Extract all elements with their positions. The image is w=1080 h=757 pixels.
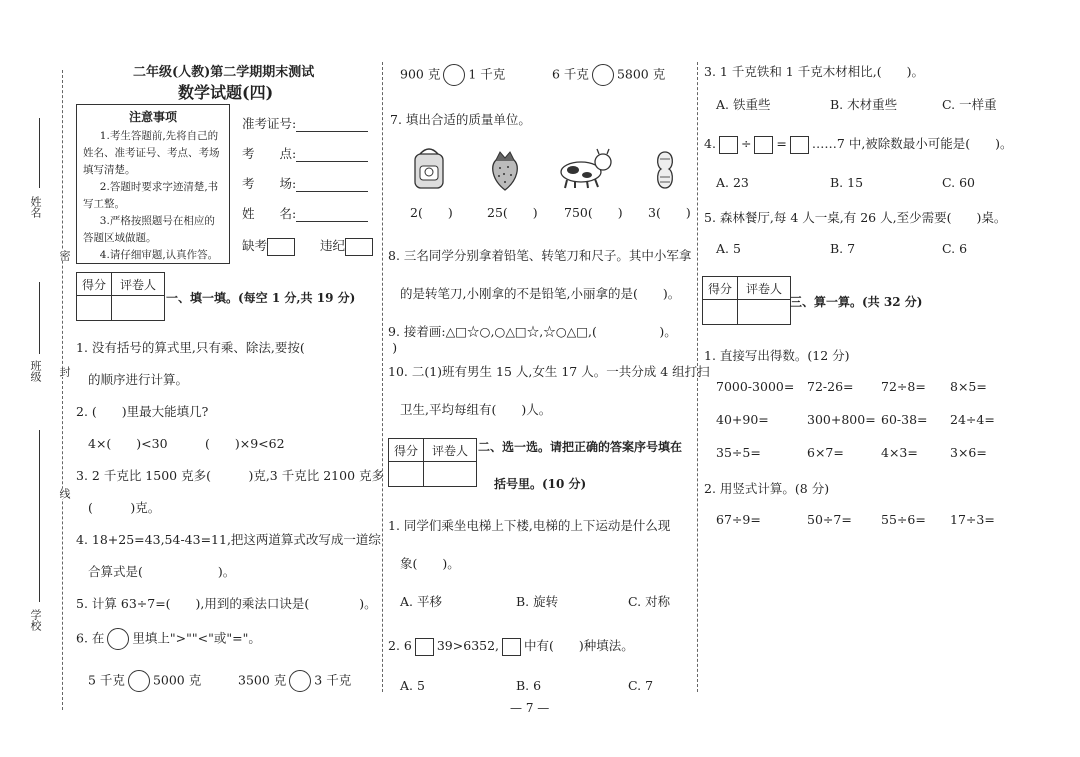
compare-row-1: 900 克 1 千克 — [400, 64, 505, 86]
quotient-box[interactable] — [790, 136, 809, 154]
section2-title-cont: 括号里。(10 分) — [494, 477, 587, 491]
divisor-box[interactable] — [754, 136, 773, 154]
question-6: 6. 在 里填上">""<"或"="。 — [76, 628, 261, 650]
calc-part-2-title: 2. 用竖式计算。(8 分) — [704, 481, 830, 496]
blank-box[interactable] — [415, 638, 434, 656]
notice-title: 注意事项 — [128, 110, 177, 124]
score-cell: 得分 — [703, 277, 738, 300]
section3-title: 三、算一算。(共 32 分) — [790, 295, 923, 309]
grader-cell: 评卷人 — [112, 273, 165, 296]
choice-question-3: 3. 1 千克铁和 1 千克木材相比,( )。 — [704, 64, 924, 79]
question-8-cont: 的是转笔刀,小刚拿的不是铅笔,小丽拿的是( )。 — [400, 286, 681, 301]
question-3-cont: ( )克。 — [88, 500, 161, 515]
option-a[interactable]: A. 23 — [716, 175, 749, 190]
schoolbag-icon — [410, 146, 448, 190]
question-3: 3. 2 千克比 1500 克多( )克,3 千克比 2100 克多 — [76, 468, 384, 483]
notice-item: 1.考生答题前,先将自己的姓名、准考证号、考点、考场填写清楚。 — [83, 130, 220, 176]
calc-item: 24÷4= — [950, 412, 995, 427]
exam-center-label: 考 点: — [242, 146, 297, 161]
grader-cell: 评卷人 — [738, 277, 791, 300]
score-cell: 得分 — [389, 439, 424, 462]
school-label: 学校 — [29, 609, 42, 631]
section1-title: 一、填一填。(每空 1 分,共 19 分) — [166, 291, 356, 305]
question-9: 9. 接着画:△□☆○,○△□☆,☆○△□,( )。 — [388, 324, 677, 339]
choice-question-1-cont: 象( )。 — [400, 556, 460, 571]
strawberry-icon — [488, 150, 522, 192]
binding-dash-line — [62, 70, 63, 710]
seal-char-mi: 密 — [58, 250, 71, 261]
question-5: 5. 计算 63÷7=( ),用到的乘法口诀是( )。 — [76, 596, 377, 611]
question-2a: 4×( )<30 — [88, 436, 168, 451]
vertical-calc-item: 17÷3= — [950, 512, 995, 527]
notice-item: 4.请仔细审题,认真作答。 — [99, 249, 219, 261]
calc-item: 35÷5= — [716, 445, 761, 460]
cow-icon — [555, 148, 615, 190]
class-label: 班级 — [29, 360, 42, 382]
option-c[interactable]: C. 7 — [628, 678, 654, 693]
question-6-item-2: 3500 克 3 千克 — [238, 670, 351, 692]
exam-room-field[interactable] — [242, 174, 368, 192]
score-table-3 — [702, 276, 791, 325]
name-label: 姓名 — [29, 196, 42, 218]
option-a[interactable]: A. 5 — [400, 678, 425, 693]
calc-item: 3×6= — [950, 445, 987, 460]
option-c[interactable]: C. 6 — [942, 241, 968, 256]
student-name-field[interactable] — [242, 204, 368, 222]
notice-box — [76, 104, 230, 264]
column-divider-1 — [382, 62, 383, 692]
notice-item: 2.答题时要求字迹清楚,书写工整。 — [83, 181, 219, 210]
choice-question-4: 4. ÷ = ……7 中,被除数最小可能是( )。 — [704, 134, 1013, 154]
page-number: — 7 — — [510, 701, 550, 715]
compare-circle[interactable] — [289, 670, 311, 692]
absent-field[interactable] — [242, 236, 295, 256]
compare-circle[interactable] — [107, 628, 129, 650]
question-7c: 750( ) — [564, 205, 623, 220]
compare-circle[interactable] — [128, 670, 150, 692]
score-table-1 — [76, 272, 165, 321]
calc-item: 72÷8= — [881, 379, 926, 394]
vertical-calc-item: 55÷6= — [881, 512, 926, 527]
option-b[interactable]: B. 6 — [516, 678, 542, 693]
absent-label: 缺考 — [242, 238, 268, 253]
question-4: 4. 18+25=43,54-43=11,把这两道算式改写成一道综 — [76, 532, 381, 547]
score-cell: 得分 — [77, 273, 112, 296]
option-b[interactable]: B. 15 — [830, 175, 864, 190]
blank-box[interactable] — [502, 638, 521, 656]
peanut-icon — [654, 150, 676, 190]
violation-label: 违纪 — [320, 238, 346, 253]
option-b[interactable]: B. 木材重些 — [830, 97, 898, 112]
option-b[interactable]: B. 旋转 — [516, 594, 559, 609]
calc-item: 8×5= — [950, 379, 987, 394]
exam-title: 数学试题(四) — [178, 83, 274, 102]
question-10-cont: 卫生,平均每组有( )人。 — [400, 402, 552, 417]
vertical-calc-item: 50÷7= — [807, 512, 852, 527]
school-line — [39, 430, 40, 602]
exam-number-label: 准考证号: — [242, 116, 297, 131]
seal-char-xian: 线 — [58, 488, 71, 499]
seal-char-feng: 封 — [58, 366, 71, 377]
question-7b: 25( ) — [487, 205, 538, 220]
calc-item: 40+90= — [716, 412, 769, 427]
exam-header: 二年级(人教)第二学期期末测试 — [133, 65, 315, 80]
option-c[interactable]: C. 60 — [942, 175, 975, 190]
question-7a: 2( ) — [410, 205, 453, 220]
exam-room-label: 考 场: — [242, 176, 297, 191]
question-7d: 3( ) — [648, 205, 691, 220]
calc-item: 4×3= — [881, 445, 918, 460]
calc-item: 6×7= — [807, 445, 844, 460]
name-line — [39, 118, 40, 188]
calc-item: 7000-3000= — [716, 379, 795, 394]
student-name-label: 姓 名: — [242, 206, 297, 221]
vertical-calc-item: 67÷9= — [716, 512, 761, 527]
section2-title: 二、选一选。请把正确的答案序号填在 — [478, 440, 683, 454]
option-a[interactable]: A. 平移 — [400, 594, 442, 609]
notice-item: 3.严格按照题号在相应的答题区域做题。 — [83, 215, 215, 244]
calc-part-1-title: 1. 直接写出得数。(12 分) — [704, 348, 850, 363]
option-a[interactable]: A. 铁重些 — [716, 97, 771, 112]
question-2: 2. ( )里最大能填几? — [76, 404, 209, 419]
question-8: 8. 三名同学分别拿着铅笔、转笔刀和尺子。其中小军拿 — [388, 248, 692, 263]
option-c[interactable]: C. 对称 — [628, 594, 671, 609]
choice-question-2: 2. 6 39>6352, 中有( )种填法。 — [388, 636, 634, 656]
score-table-2 — [388, 438, 477, 487]
calc-item: 72-26= — [807, 379, 854, 394]
option-c[interactable]: C. 一样重 — [942, 97, 997, 112]
exam-center-field[interactable] — [242, 144, 368, 162]
grader-cell: 评卷人 — [424, 439, 477, 462]
choice-question-1: 1. 同学们乘坐电梯上下楼,电梯的上下运动是什么现 — [388, 518, 671, 533]
question-1: 1. 没有括号的算式里,只有乘、除法,要按( ) — [76, 340, 398, 355]
class-line — [39, 282, 40, 354]
violation-field[interactable] — [320, 236, 373, 256]
option-b[interactable]: B. 7 — [830, 241, 856, 256]
dividend-box[interactable] — [719, 136, 738, 154]
compare-circle[interactable] — [443, 64, 465, 86]
calc-item: 60-38= — [881, 412, 928, 427]
choice-question-5: 5. 森林餐厅,每 4 人一桌,有 26 人,至少需要( )桌。 — [704, 210, 1007, 225]
option-a[interactable]: A. 5 — [716, 241, 741, 256]
calc-item: 300+800= — [807, 412, 876, 427]
question-10: 10. 二(1)班有男生 15 人,女生 17 人。一共分成 4 组打扫 — [388, 364, 710, 379]
compare-row-2: 6 千克 5800 克 — [552, 64, 665, 86]
question-4-cont: 合算式是( )。 — [88, 564, 236, 579]
compare-circle[interactable] — [592, 64, 614, 86]
question-1-cont: 的顺序进行计算。 — [88, 372, 189, 387]
exam-number-field[interactable] — [242, 114, 368, 132]
question-2b: ( )×9<62 — [205, 436, 285, 451]
question-6-item-1: 5 千克 5000 克 — [88, 670, 201, 692]
question-7: 7. 填出合适的质量单位。 — [390, 112, 531, 127]
